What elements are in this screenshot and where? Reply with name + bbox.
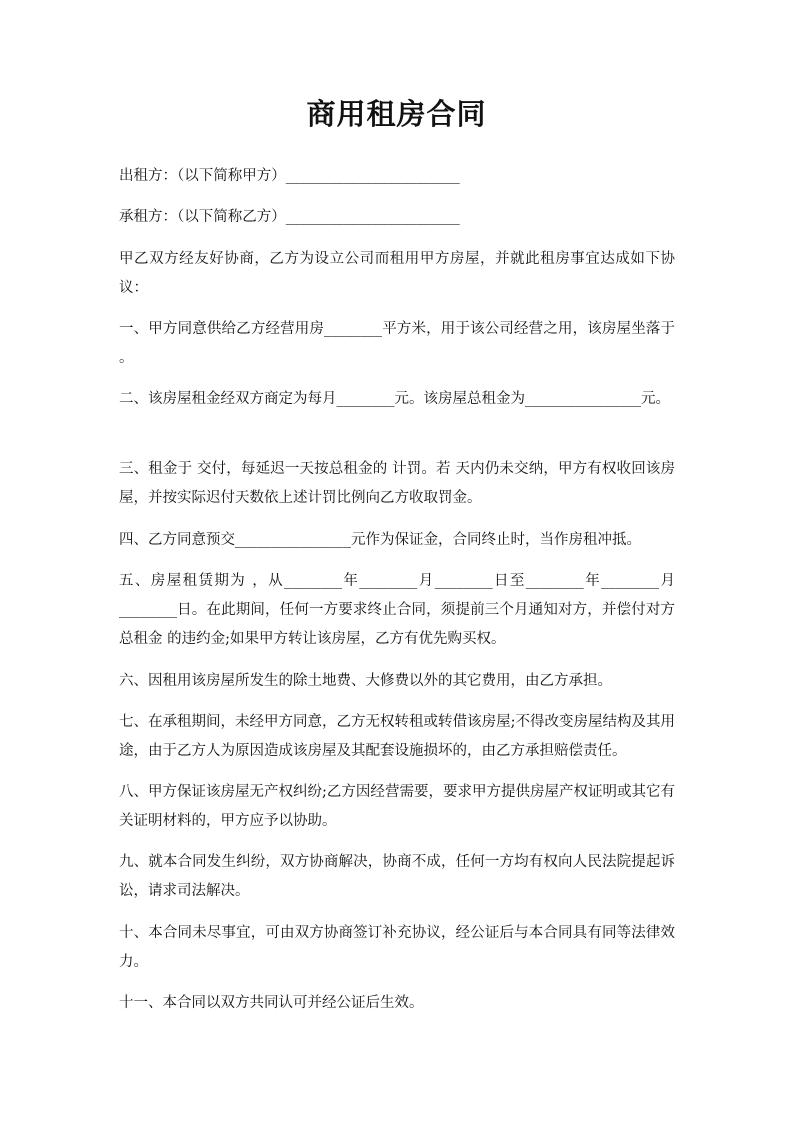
document-title: 商用租房合同: [306, 97, 487, 131]
clause-5: 五、房屋租赁期为 ，从________年________月________日至________年________月________日。在此期间，任何一方要求终止合同，须提前三个月通知对方，并偿付对方总租金 的违约金;如果甲方转让该房屋，乙方有优先购买权。: [119, 573, 675, 647]
lessor-line: 出租方：（以下简称甲方）________________________: [119, 168, 460, 184]
clause-7: 七、在承租期间，未经甲方同意，乙方无权转租或转借该房屋;不得改变房屋结构及其用途，由于乙方人为原因造成该房屋及其配套设施损坏的，由乙方承担赔偿责任。: [119, 714, 675, 759]
clause-2: 二、该房屋租金经双方商定为每月________元。该房屋总租金为________________元。: [119, 391, 670, 407]
lessee-line: 承租方：（以下简称乙方）________________________: [119, 209, 460, 225]
clause-11: 十一、本合同以双方共同认可并经公证后生效。: [119, 995, 424, 1011]
clause-6: 六、因租用该房屋所发生的除土地费、大修费以外的其它费用，由乙方承担。: [119, 673, 612, 689]
clause-3: 三、租金于 交付，每延迟一天按总租金的 计罚。若 天内仍未交纳，甲方有权收回该房屋，并按实际迟付天数依上述计罚比例向乙方收取罚金。: [119, 461, 675, 506]
clause-4: 四、乙方同意预交________________元作为保证金，合同终止时，当作房租冲抵。: [119, 532, 641, 548]
clause-1: 一、甲方同意供给乙方经营用房________平方米，用于该公司经营之用，该房屋坐落于 。: [119, 321, 675, 366]
clause-9: 九、就本合同发生纠纷，双方协商解决，协商不成，任何一方均有权向人民法院提起诉讼，请求司法解决。: [119, 854, 675, 899]
intro-paragraph: 甲乙双方经友好协商，乙方为设立公司而租用甲方房屋，并就此租房事宜达成如下协议：: [119, 251, 675, 296]
clause-8: 八、甲方保证该房屋无产权纠纷;乙方因经营需要，要求甲方提供房屋产权证明或其它有关证明材料的，甲方应予以协助。: [119, 784, 675, 829]
clause-10: 十、本合同未尽事宜，可由双方协商签订补充协议，经公证后与本合同具有同等法律效力。: [119, 925, 675, 970]
